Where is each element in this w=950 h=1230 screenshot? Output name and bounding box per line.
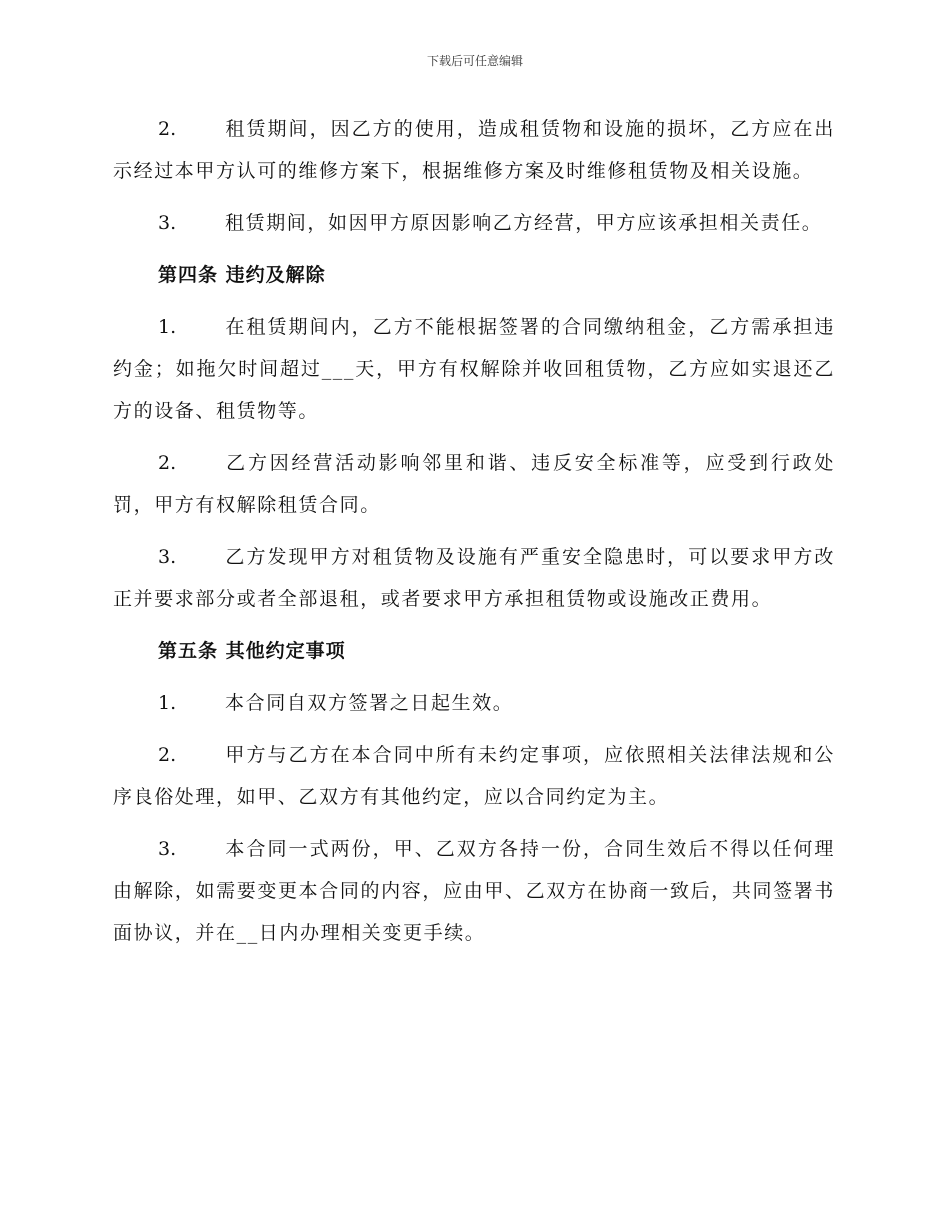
item-number: 3. [158, 546, 177, 568]
item-text: 租赁期间，因乙方的使用，造成租赁物和设施的损坏，乙方应在出示经过本甲方认可的维修方案下，根据维修方案及时维修租赁物及相关设施。 [113, 118, 835, 182]
item-text: 本合同自双方签署之日起生效。 [225, 692, 514, 714]
item-text: 租赁期间，如因甲方原因影响乙方经营，甲方应该承担相关责任。 [225, 212, 823, 234]
clause-4-item-2 [113, 442, 835, 526]
item-text: 在租赁期间内，乙方不能根据签署的合同缴纳租金，乙方需承担违约金；如拖欠时间超过___天，甲方有权解除并收回租赁物，乙方应如实退还乙方的设备、租赁物等。 [113, 316, 835, 422]
clause-5-item-2 [113, 734, 835, 818]
page-header: 下载后可任意编辑 [426, 54, 523, 68]
item-number: 3. [158, 212, 177, 234]
item-number: 2. [158, 744, 177, 766]
item-number: 2. [158, 118, 177, 140]
item-text: 乙方因经营活动影响邻里和谐、违反安全标准等，应受到行政处罚，甲方有权解除租赁合同。 [113, 452, 835, 516]
item-number: 1. [158, 316, 177, 338]
item-text: 本合同一式两份，甲、乙双方各持一份，合同生效后不得以任何理由解除，如需要变更本合同的内容，应由甲、乙双方在协商一致后，共同签署书面协议，并在__日内办理相关变更手续。 [113, 838, 835, 944]
clause-4-item-1 [113, 306, 835, 432]
section-heading-5: 第五条 其他约定事项 [158, 640, 346, 662]
clause-5-item-1 [113, 682, 835, 724]
clause-5-item-3 [113, 828, 835, 954]
clause-3-item-3 [113, 202, 835, 244]
clause-4-item-3 [113, 536, 835, 620]
clause-3-item-2 [113, 108, 835, 192]
item-number: 3. [158, 838, 177, 860]
document-body [113, 108, 835, 964]
item-text: 乙方发现甲方对租赁物及设施有严重安全隐患时，可以要求甲方改正并要求部分或者全部退租，或者要求甲方承担租赁物或设施改正费用。 [113, 546, 835, 610]
item-text: 甲方与乙方在本合同中所有未约定事项，应依照相关法律法规和公序良俗处理，如甲、乙双方有其他约定，应以合同约定为主。 [113, 744, 835, 808]
item-number: 1. [158, 692, 177, 714]
item-number: 2. [158, 452, 177, 474]
section-heading-4: 第四条 违约及解除 [158, 264, 326, 286]
